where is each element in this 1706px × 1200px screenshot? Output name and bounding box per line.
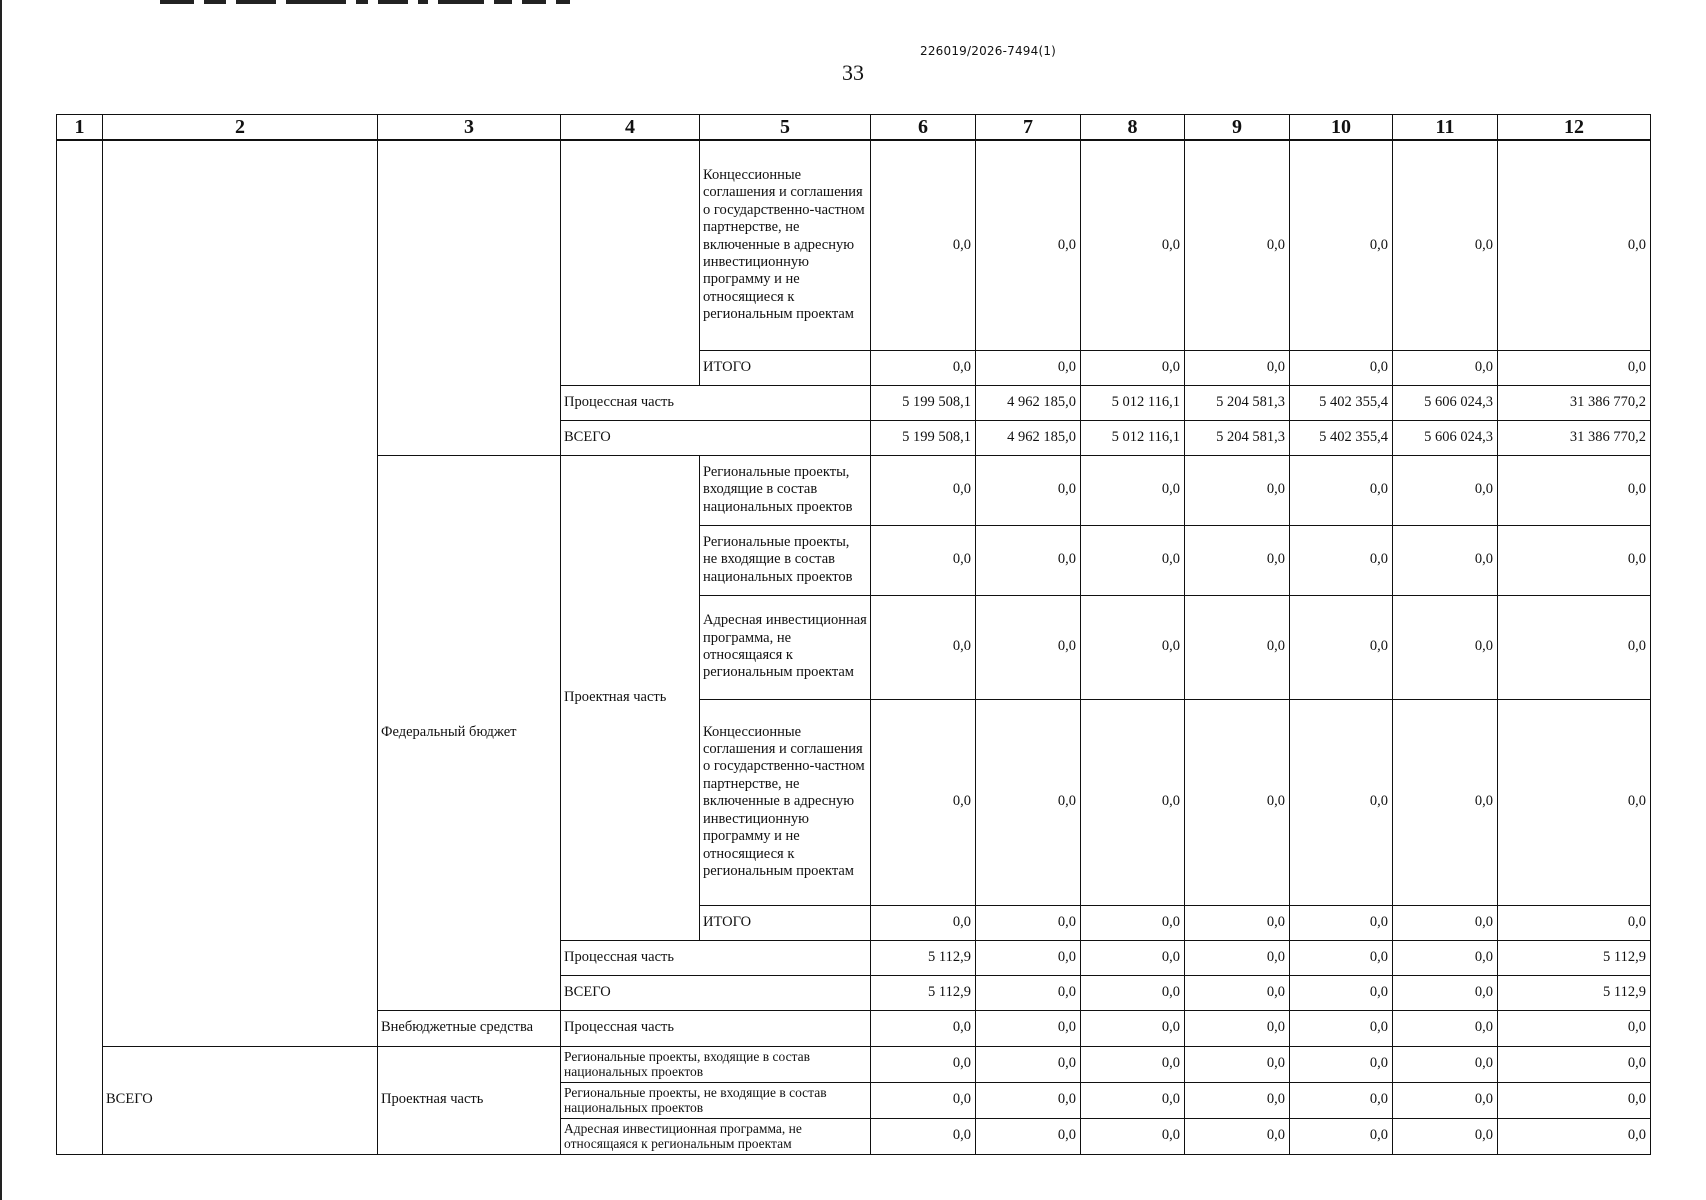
value-cell: 5 012 116,1 xyxy=(1081,420,1185,455)
document-id: 226019/2026-7494(1) xyxy=(920,44,1057,58)
value-cell: 0,0 xyxy=(1498,595,1651,699)
value-cell: 5 402 355,4 xyxy=(1290,420,1393,455)
value-cell: 0,0 xyxy=(871,905,976,940)
row-label: Региональные проекты, не входящие в состав национальных проектов xyxy=(561,1082,871,1118)
row-label: ИТОГО xyxy=(700,905,871,940)
column-header: 3 xyxy=(378,115,561,141)
row-label: ВСЕГО xyxy=(561,420,871,455)
value-cell: 0,0 xyxy=(1290,1046,1393,1082)
value-cell: 5 112,9 xyxy=(1498,940,1651,975)
row-label: Процессная часть xyxy=(561,940,871,975)
value-cell: 0,0 xyxy=(1081,905,1185,940)
table-row xyxy=(57,140,1651,350)
value-cell: 0,0 xyxy=(1498,1046,1651,1082)
value-cell: 5 204 581,3 xyxy=(1185,420,1290,455)
value-cell: 5 199 508,1 xyxy=(871,420,976,455)
value-cell: 0,0 xyxy=(976,1010,1081,1046)
value-cell: 0,0 xyxy=(976,525,1081,595)
row-label: ИТОГО xyxy=(700,350,871,385)
value-cell: 0,0 xyxy=(1081,455,1185,525)
value-cell: 0,0 xyxy=(1185,1118,1290,1154)
row-label: Концессионные соглашения и соглашения о государственно-частном партнерстве, не включенные в адресную инвестиционную программу и не относящиеся к региональным проектам xyxy=(700,140,871,350)
value-cell: 0,0 xyxy=(1185,940,1290,975)
page-edge-line xyxy=(0,0,2,1200)
value-cell: 0,0 xyxy=(976,350,1081,385)
value-cell: 0,0 xyxy=(871,350,976,385)
value-cell: 0,0 xyxy=(1290,905,1393,940)
row-label: Региональные проекты, не входящие в состав национальных проектов xyxy=(700,525,871,595)
value-cell: 0,0 xyxy=(1185,975,1290,1010)
row-label: Адресная инвестиционная программа, не относящаяся к региональным проектам xyxy=(700,595,871,699)
cell-col4 xyxy=(561,140,700,385)
value-cell: 0,0 xyxy=(1393,1010,1498,1046)
value-cell: 0,0 xyxy=(871,140,976,350)
value-cell: 0,0 xyxy=(1185,525,1290,595)
column-header: 5 xyxy=(700,115,871,141)
value-cell: 0,0 xyxy=(1290,525,1393,595)
value-cell: 0,0 xyxy=(1185,905,1290,940)
value-cell: 0,0 xyxy=(1393,975,1498,1010)
budget-table xyxy=(56,114,1651,1155)
value-cell: 5 402 355,4 xyxy=(1290,385,1393,420)
row-label: ВСЕГО xyxy=(561,975,871,1010)
value-cell: 0,0 xyxy=(1081,699,1185,905)
column-header: 6 xyxy=(871,115,976,141)
value-cell: 0,0 xyxy=(1290,595,1393,699)
total-label: ВСЕГО xyxy=(103,1046,378,1154)
value-cell: 0,0 xyxy=(1290,455,1393,525)
column-header: 8 xyxy=(1081,115,1185,141)
funding-source-extrabudgetary: Внебюджетные средства xyxy=(378,1010,561,1046)
value-cell: 0,0 xyxy=(1498,525,1651,595)
value-cell: 0,0 xyxy=(1393,525,1498,595)
value-cell: 0,0 xyxy=(1393,1082,1498,1118)
value-cell: 0,0 xyxy=(1498,1082,1651,1118)
value-cell: 0,0 xyxy=(1498,905,1651,940)
value-cell: 0,0 xyxy=(1081,940,1185,975)
column-header: 4 xyxy=(561,115,700,141)
value-cell: 0,0 xyxy=(1393,455,1498,525)
value-cell: 0,0 xyxy=(1185,1046,1290,1082)
value-cell: 0,0 xyxy=(1185,699,1290,905)
value-cell: 4 962 185,0 xyxy=(976,420,1081,455)
value-cell: 0,0 xyxy=(871,1118,976,1154)
column-header: 12 xyxy=(1498,115,1651,141)
row-label: Региональные проекты, входящие в состав национальных проектов xyxy=(561,1046,871,1082)
value-cell: 0,0 xyxy=(1290,1010,1393,1046)
row-label: Процессная часть xyxy=(561,385,871,420)
value-cell: 0,0 xyxy=(1081,595,1185,699)
value-cell: 0,0 xyxy=(871,455,976,525)
value-cell: 0,0 xyxy=(1498,699,1651,905)
value-cell: 0,0 xyxy=(1393,140,1498,350)
value-cell: 0,0 xyxy=(1185,455,1290,525)
cropped-previous-line xyxy=(160,0,800,6)
cell-col2 xyxy=(103,140,378,1046)
row-label: Адресная инвестиционная программа, не относящаяся к региональным проектам xyxy=(561,1118,871,1154)
value-cell: 0,0 xyxy=(1081,1082,1185,1118)
value-cell: 0,0 xyxy=(1290,350,1393,385)
value-cell: 0,0 xyxy=(1081,975,1185,1010)
cell-col3 xyxy=(378,140,561,455)
value-cell: 0,0 xyxy=(1290,1082,1393,1118)
value-cell: 5 606 024,3 xyxy=(1393,420,1498,455)
value-cell: 0,0 xyxy=(1498,140,1651,350)
value-cell: 0,0 xyxy=(871,595,976,699)
value-cell: 0,0 xyxy=(1290,140,1393,350)
value-cell: 0,0 xyxy=(1185,1082,1290,1118)
value-cell: 0,0 xyxy=(1393,595,1498,699)
value-cell: 0,0 xyxy=(976,1046,1081,1082)
value-cell: 5 112,9 xyxy=(871,975,976,1010)
value-cell: 0,0 xyxy=(1185,595,1290,699)
value-cell: 0,0 xyxy=(976,940,1081,975)
table-row xyxy=(57,1046,1651,1082)
column-header: 2 xyxy=(103,115,378,141)
value-cell: 0,0 xyxy=(976,1118,1081,1154)
value-cell: 0,0 xyxy=(1290,975,1393,1010)
value-cell: 0,0 xyxy=(1185,1010,1290,1046)
cell-col1 xyxy=(57,140,103,1154)
page-number: 33 xyxy=(842,60,864,85)
value-cell: 0,0 xyxy=(871,1082,976,1118)
value-cell: 0,0 xyxy=(1185,140,1290,350)
value-cell: 0,0 xyxy=(1498,350,1651,385)
value-cell: 0,0 xyxy=(1393,940,1498,975)
value-cell: 5 606 024,3 xyxy=(1393,385,1498,420)
column-header: 9 xyxy=(1185,115,1290,141)
value-cell: 0,0 xyxy=(1393,1046,1498,1082)
value-cell: 0,0 xyxy=(1081,1046,1185,1082)
column-header: 7 xyxy=(976,115,1081,141)
value-cell: 0,0 xyxy=(1081,140,1185,350)
funding-source-federal: Федеральный бюджет xyxy=(378,455,561,1010)
value-cell: 5 204 581,3 xyxy=(1185,385,1290,420)
value-cell: 0,0 xyxy=(1393,905,1498,940)
value-cell: 0,0 xyxy=(1081,1118,1185,1154)
value-cell: 0,0 xyxy=(871,1046,976,1082)
value-cell: 0,0 xyxy=(976,595,1081,699)
value-cell: 0,0 xyxy=(871,1010,976,1046)
value-cell: 0,0 xyxy=(1185,350,1290,385)
column-header: 1 xyxy=(57,115,103,141)
value-cell: 0,0 xyxy=(1081,525,1185,595)
value-cell: 5 012 116,1 xyxy=(1081,385,1185,420)
value-cell: 0,0 xyxy=(1290,1118,1393,1154)
value-cell: 0,0 xyxy=(1498,1010,1651,1046)
value-cell: 0,0 xyxy=(1393,350,1498,385)
value-cell: 0,0 xyxy=(976,140,1081,350)
row-label: Процессная часть xyxy=(561,1010,871,1046)
value-cell: 31 386 770,2 xyxy=(1498,420,1651,455)
row-label: Концессионные соглашения и соглашения о государственно-частном партнерстве, не включенные в адресную инвестиционную программу и не относящиеся к региональным проектам xyxy=(700,699,871,905)
value-cell: 0,0 xyxy=(1393,699,1498,905)
value-cell: 0,0 xyxy=(871,699,976,905)
value-cell: 4 962 185,0 xyxy=(976,385,1081,420)
project-part-label: Проектная часть xyxy=(561,455,700,940)
header-row xyxy=(57,115,1651,141)
column-header: 10 xyxy=(1290,115,1393,141)
value-cell: 0,0 xyxy=(1081,1010,1185,1046)
value-cell: 0,0 xyxy=(976,699,1081,905)
value-cell: 0,0 xyxy=(1498,455,1651,525)
project-part-label: Проектная часть xyxy=(378,1046,561,1154)
row-label: Региональные проекты, входящие в состав национальных проектов xyxy=(700,455,871,525)
value-cell: 5 199 508,1 xyxy=(871,385,976,420)
column-header: 11 xyxy=(1393,115,1498,141)
value-cell: 0,0 xyxy=(1498,1118,1651,1154)
value-cell: 0,0 xyxy=(976,905,1081,940)
value-cell: 0,0 xyxy=(976,975,1081,1010)
value-cell: 5 112,9 xyxy=(871,940,976,975)
value-cell: 0,0 xyxy=(1290,940,1393,975)
value-cell: 0,0 xyxy=(871,525,976,595)
value-cell: 0,0 xyxy=(1290,699,1393,905)
value-cell: 0,0 xyxy=(976,1082,1081,1118)
value-cell: 31 386 770,2 xyxy=(1498,385,1651,420)
value-cell: 5 112,9 xyxy=(1498,975,1651,1010)
value-cell: 0,0 xyxy=(976,455,1081,525)
value-cell: 0,0 xyxy=(1393,1118,1498,1154)
value-cell: 0,0 xyxy=(1081,350,1185,385)
